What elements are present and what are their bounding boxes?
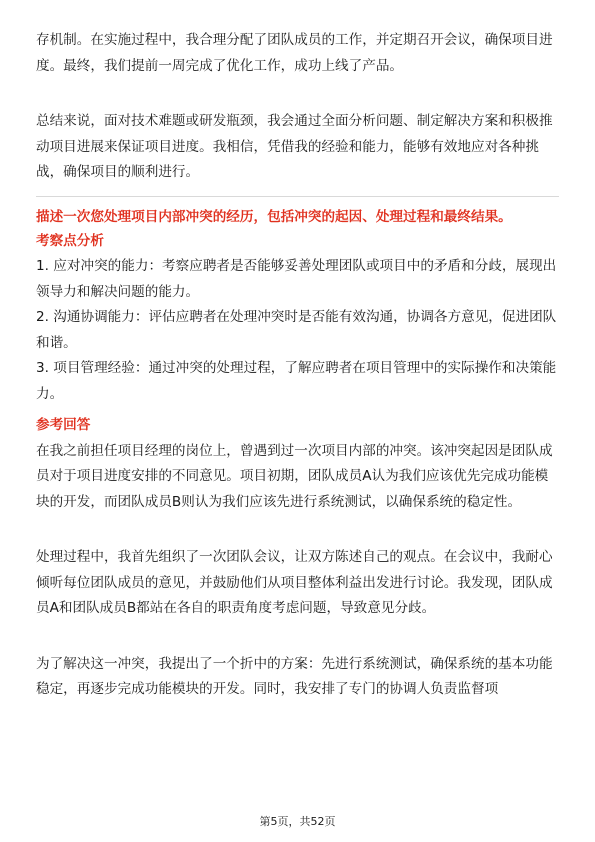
answer-paragraph-3: 为了解决这一冲突，我提出了一个折中的方案：先进行系统测试，确保系统的基本功能稳定，再逐步完成功能模块的开发。同时，我安排了专门的协调人负责监督项 <box>36 655 553 697</box>
answer-paragraph-2: 处理过程中，我首先组织了一次团队会议，让双方陈述自己的观点。在会议中，我耐心倾听每位团队成员的意见，并鼓励他们从项目整体利益出发进行讨论。我发现，团队成员A和团队成员B都站在各自的职责角度考虑问题，导致意见分歧。 <box>36 549 553 616</box>
page-number-label: 第5页，共52页 <box>259 815 336 828</box>
analysis-item-3: 3. 项目管理经验：通过冲突的处理过程，了解应聘者在项目管理中的实际操作和决策能力。 <box>36 360 557 402</box>
section-divider <box>36 196 559 197</box>
intro-paragraph-2: 总结来说，面对技术难题或研发瓶颈，我会通过全面分析问题、制定解决方案和积极推动项目进展来保证项目进度。我相信，凭借我的经验和能力，能够有效地应对各种挑战，确保项目的顺利进行。 <box>36 113 553 180</box>
analysis-item-1: 1. 应对冲突的能力：考察应聘者是否能够妥善处理团队或项目中的矛盾和分歧，展现出领导力和解决问题的能力。 <box>36 258 557 300</box>
analysis-item-2: 2. 沟通协调能力：评估应聘者在处理冲突时是否能有效沟通，协调各方意见，促进团队和谐。 <box>36 309 557 351</box>
document-page <box>36 28 559 703</box>
analysis-heading: 考察点分析 <box>36 232 104 249</box>
question-title: 描述一次您处理项目内部冲突的经历，包括冲突的起因、处理过程和最终结果。 <box>36 208 512 225</box>
intro-paragraph-1: 存机制。在实施过程中，我合理分配了团队成员的工作，并定期召开会议，确保项目进度。最终，我们提前一周完成了优化工作，成功上线了产品。 <box>36 32 553 74</box>
answer-heading: 参考回答 <box>36 417 91 433</box>
answer-paragraph-1: 在我之前担任项目经理的岗位上，曾遇到过一次项目内部的冲突。该冲突起因是团队成员对于项目进度安排的不同意见。项目初期，团队成员A认为我们应该优先完成功能模块的开发，而团队成员B则认为我们应该先进行系统测试，以确保系统的稳定性。 <box>36 442 553 510</box>
page-footer <box>0 813 595 829</box>
